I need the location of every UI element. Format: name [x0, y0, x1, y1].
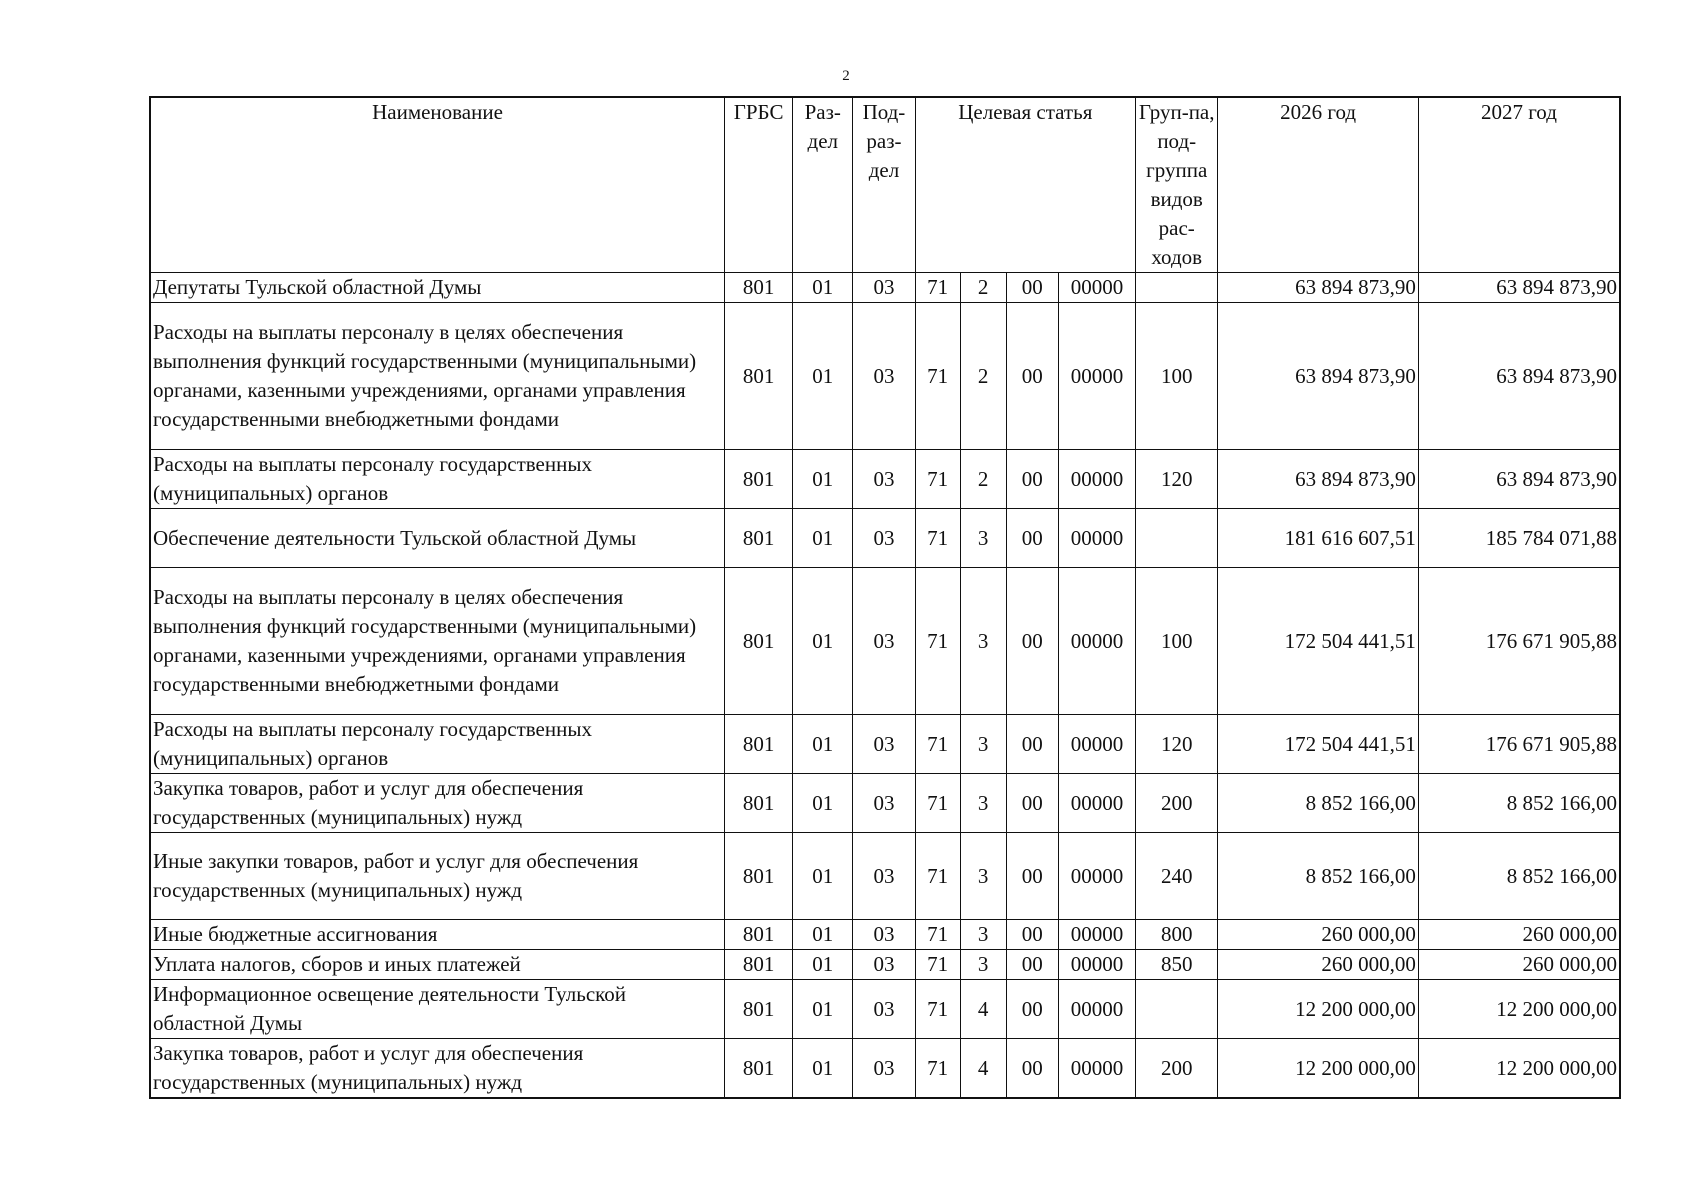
- cell-amount-2026: 63 894 873,90: [1218, 450, 1419, 509]
- cell-podrazdel: 03: [853, 273, 915, 303]
- cell-name: Закупка товаров, работ и услуг для обеспечения государственных (муниципальных) нужд: [150, 1039, 725, 1099]
- cell-grbs: 801: [725, 568, 793, 715]
- cell-amount-2026: 63 894 873,90: [1218, 303, 1419, 450]
- cell-target-direction: 00000: [1058, 568, 1135, 715]
- cell-target-program: 71: [915, 273, 960, 303]
- cell-target-event: 00: [1006, 450, 1058, 509]
- header-grbs: ГРБС: [725, 97, 793, 273]
- cell-target-direction: 00000: [1058, 450, 1135, 509]
- cell-razdel: 01: [793, 980, 853, 1039]
- cell-target-program: 71: [915, 509, 960, 568]
- cell-podrazdel: 03: [853, 1039, 915, 1099]
- cell-name: Закупка товаров, работ и услуг для обеспечения государственных (муниципальных) нужд: [150, 774, 725, 833]
- cell-razdel: 01: [793, 303, 853, 450]
- cell-amount-2027: 185 784 071,88: [1418, 509, 1620, 568]
- cell-target-program: 71: [915, 950, 960, 980]
- cell-target-direction: 00000: [1058, 950, 1135, 980]
- table-row: [150, 450, 1620, 509]
- cell-target-event: 00: [1006, 833, 1058, 920]
- cell-target-subprogram: 3: [960, 950, 1006, 980]
- table-body: [150, 273, 1620, 1099]
- cell-amount-2027: 260 000,00: [1418, 950, 1620, 980]
- cell-target-event: 00: [1006, 774, 1058, 833]
- header-year-2027: 2027 год: [1418, 97, 1620, 273]
- header-year-2026: 2026 год: [1218, 97, 1419, 273]
- cell-razdel: 01: [793, 920, 853, 950]
- cell-grbs: 801: [725, 980, 793, 1039]
- budget-table: [149, 96, 1621, 1099]
- cell-target-program: 71: [915, 715, 960, 774]
- cell-name: Информационное освещение деятельности Тульской областной Думы: [150, 980, 725, 1039]
- cell-grbs: 801: [725, 273, 793, 303]
- cell-target-event: 00: [1006, 920, 1058, 950]
- cell-name: Расходы на выплаты персоналу государственных (муниципальных) органов: [150, 450, 725, 509]
- cell-podrazdel: 03: [853, 450, 915, 509]
- cell-razdel: 01: [793, 273, 853, 303]
- cell-grbs: 801: [725, 774, 793, 833]
- cell-grbs: 801: [725, 833, 793, 920]
- cell-target-direction: 00000: [1058, 774, 1135, 833]
- cell-expense-group: 120: [1136, 715, 1218, 774]
- header-name: Наименование: [150, 97, 725, 273]
- cell-target-subprogram: 4: [960, 1039, 1006, 1099]
- header-razdel: Раз-дел: [793, 97, 853, 273]
- cell-target-subprogram: 4: [960, 980, 1006, 1039]
- cell-target-event: 00: [1006, 273, 1058, 303]
- cell-razdel: 01: [793, 833, 853, 920]
- cell-amount-2026: 63 894 873,90: [1218, 273, 1419, 303]
- table-row: [150, 920, 1620, 950]
- cell-target-program: 71: [915, 920, 960, 950]
- cell-target-program: 71: [915, 980, 960, 1039]
- cell-target-subprogram: 3: [960, 920, 1006, 950]
- cell-expense-group: [1136, 273, 1218, 303]
- cell-name: Уплата налогов, сборов и иных платежей: [150, 950, 725, 980]
- cell-expense-group: 200: [1136, 774, 1218, 833]
- cell-grbs: 801: [725, 450, 793, 509]
- cell-target-subprogram: 2: [960, 303, 1006, 450]
- cell-amount-2027: 176 671 905,88: [1418, 568, 1620, 715]
- cell-amount-2026: 260 000,00: [1218, 950, 1419, 980]
- cell-expense-group: [1136, 980, 1218, 1039]
- cell-target-event: 00: [1006, 509, 1058, 568]
- header-podrazdel: Под-раз-дел: [853, 97, 915, 273]
- cell-target-event: 00: [1006, 568, 1058, 715]
- cell-grbs: 801: [725, 509, 793, 568]
- cell-target-subprogram: 3: [960, 715, 1006, 774]
- cell-target-direction: 00000: [1058, 715, 1135, 774]
- cell-target-program: 71: [915, 833, 960, 920]
- cell-target-subprogram: 3: [960, 833, 1006, 920]
- cell-target-direction: 00000: [1058, 273, 1135, 303]
- cell-grbs: 801: [725, 1039, 793, 1099]
- cell-razdel: 01: [793, 950, 853, 980]
- table-row: [150, 715, 1620, 774]
- cell-razdel: 01: [793, 568, 853, 715]
- cell-expense-group: 120: [1136, 450, 1218, 509]
- header-target-article: Целевая статья: [915, 97, 1136, 273]
- cell-podrazdel: 03: [853, 980, 915, 1039]
- cell-expense-group: 100: [1136, 303, 1218, 450]
- header-expense-group: Груп-па, под-группа видов рас-ходов: [1136, 97, 1218, 273]
- cell-amount-2026: 12 200 000,00: [1218, 980, 1419, 1039]
- table-row: [150, 509, 1620, 568]
- cell-amount-2027: 63 894 873,90: [1418, 450, 1620, 509]
- cell-grbs: 801: [725, 950, 793, 980]
- cell-amount-2026: 8 852 166,00: [1218, 774, 1419, 833]
- cell-amount-2026: 172 504 441,51: [1218, 715, 1419, 774]
- cell-expense-group: 850: [1136, 950, 1218, 980]
- cell-name: Расходы на выплаты персоналу в целях обеспечения выполнения функций государственными (муниципальными) органами, казенными учреждениями, органами управления государственными внебюджетными фондами: [150, 568, 725, 715]
- cell-amount-2026: 181 616 607,51: [1218, 509, 1419, 568]
- cell-target-direction: 00000: [1058, 509, 1135, 568]
- cell-amount-2026: 260 000,00: [1218, 920, 1419, 950]
- cell-razdel: 01: [793, 509, 853, 568]
- cell-amount-2027: 12 200 000,00: [1418, 980, 1620, 1039]
- cell-expense-group: 240: [1136, 833, 1218, 920]
- cell-target-event: 00: [1006, 980, 1058, 1039]
- cell-name: Иные бюджетные ассигнования: [150, 920, 725, 950]
- cell-target-event: 00: [1006, 715, 1058, 774]
- cell-target-program: 71: [915, 450, 960, 509]
- cell-target-subprogram: 3: [960, 774, 1006, 833]
- cell-target-program: 71: [915, 303, 960, 450]
- table-row: [150, 1039, 1620, 1099]
- cell-target-direction: 00000: [1058, 833, 1135, 920]
- cell-target-subprogram: 2: [960, 450, 1006, 509]
- cell-podrazdel: 03: [853, 950, 915, 980]
- cell-podrazdel: 03: [853, 774, 915, 833]
- cell-grbs: 801: [725, 920, 793, 950]
- cell-target-direction: 00000: [1058, 303, 1135, 450]
- cell-podrazdel: 03: [853, 509, 915, 568]
- table-row: [150, 568, 1620, 715]
- table-row: [150, 303, 1620, 450]
- cell-target-subprogram: 2: [960, 273, 1006, 303]
- table-row: [150, 950, 1620, 980]
- cell-podrazdel: 03: [853, 568, 915, 715]
- cell-name: Расходы на выплаты персоналу в целях обеспечения выполнения функций государственными (муниципальными) органами, казенными учреждениями, органами управления государственными внебюджетными фондами: [150, 303, 725, 450]
- cell-amount-2027: 12 200 000,00: [1418, 1039, 1620, 1099]
- cell-podrazdel: 03: [853, 303, 915, 450]
- cell-name: Расходы на выплаты персоналу государственных (муниципальных) органов: [150, 715, 725, 774]
- cell-razdel: 01: [793, 715, 853, 774]
- cell-podrazdel: 03: [853, 833, 915, 920]
- cell-expense-group: 200: [1136, 1039, 1218, 1099]
- cell-name: Обеспечение деятельности Тульской областной Думы: [150, 509, 725, 568]
- cell-podrazdel: 03: [853, 920, 915, 950]
- cell-razdel: 01: [793, 1039, 853, 1099]
- cell-target-direction: 00000: [1058, 920, 1135, 950]
- cell-amount-2027: 176 671 905,88: [1418, 715, 1620, 774]
- cell-grbs: 801: [725, 303, 793, 450]
- cell-expense-group: 800: [1136, 920, 1218, 950]
- cell-target-subprogram: 3: [960, 509, 1006, 568]
- cell-target-event: 00: [1006, 303, 1058, 450]
- cell-target-direction: 00000: [1058, 980, 1135, 1039]
- cell-target-program: 71: [915, 568, 960, 715]
- cell-podrazdel: 03: [853, 715, 915, 774]
- cell-target-program: 71: [915, 774, 960, 833]
- table-row: [150, 273, 1620, 303]
- cell-razdel: 01: [793, 774, 853, 833]
- header-row: [150, 97, 1620, 273]
- cell-target-event: 00: [1006, 950, 1058, 980]
- cell-amount-2027: 8 852 166,00: [1418, 774, 1620, 833]
- cell-amount-2027: 8 852 166,00: [1418, 833, 1620, 920]
- cell-target-direction: 00000: [1058, 1039, 1135, 1099]
- cell-target-subprogram: 3: [960, 568, 1006, 715]
- cell-expense-group: 100: [1136, 568, 1218, 715]
- cell-amount-2027: 260 000,00: [1418, 920, 1620, 950]
- cell-amount-2027: 63 894 873,90: [1418, 303, 1620, 450]
- cell-target-event: 00: [1006, 1039, 1058, 1099]
- cell-amount-2026: 12 200 000,00: [1218, 1039, 1419, 1099]
- cell-name: Депутаты Тульской областной Думы: [150, 273, 725, 303]
- cell-razdel: 01: [793, 450, 853, 509]
- cell-amount-2026: 8 852 166,00: [1218, 833, 1419, 920]
- cell-name: Иные закупки товаров, работ и услуг для обеспечения государственных (муниципальных) нужд: [150, 833, 725, 920]
- table-row: [150, 774, 1620, 833]
- page-number: 2: [842, 68, 850, 84]
- table-row: [150, 833, 1620, 920]
- cell-amount-2027: 63 894 873,90: [1418, 273, 1620, 303]
- cell-grbs: 801: [725, 715, 793, 774]
- cell-amount-2026: 172 504 441,51: [1218, 568, 1419, 715]
- cell-expense-group: [1136, 509, 1218, 568]
- table-row: [150, 980, 1620, 1039]
- cell-target-program: 71: [915, 1039, 960, 1099]
